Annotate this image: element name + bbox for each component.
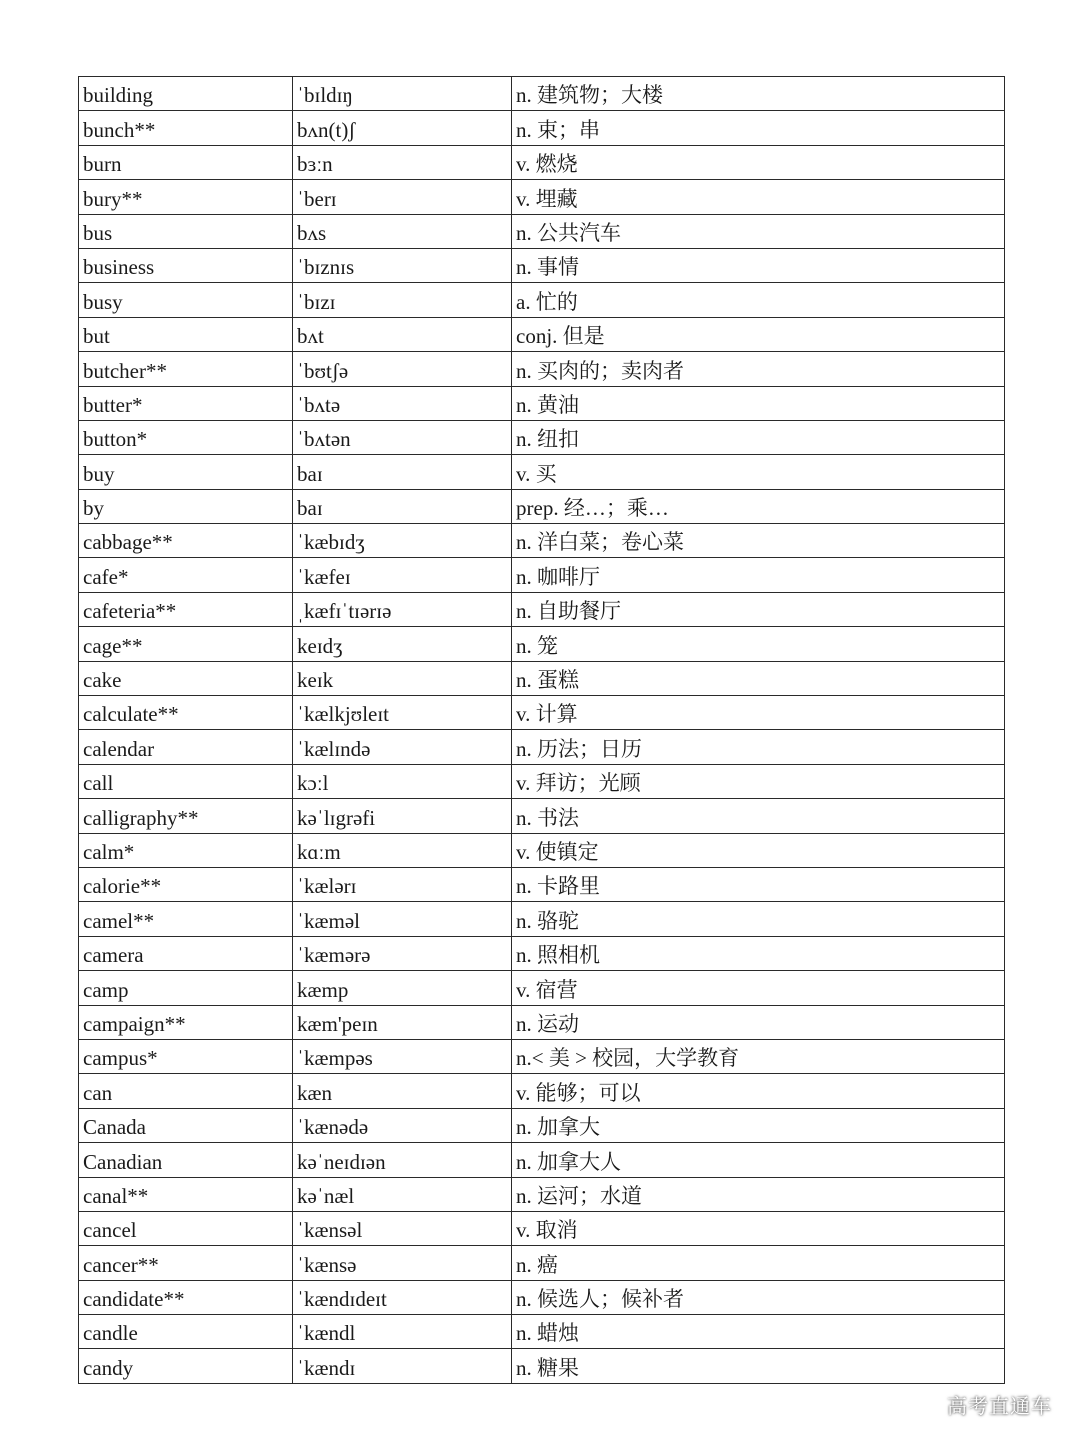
table-row <box>79 420 1005 454</box>
word-cell: calendar <box>79 730 293 764</box>
meaning-cell: v. 使镇定 <box>512 833 1005 867</box>
word-cell: cage** <box>79 627 293 661</box>
phonetic-cell: kəˈnæl <box>293 1177 512 1211</box>
table-row <box>79 248 1005 282</box>
phonetic-cell: kæn <box>293 1074 512 1108</box>
meaning-cell: n. 糖果 <box>512 1349 1005 1383</box>
table-row <box>79 1143 1005 1177</box>
word-cell: butter* <box>79 386 293 420</box>
meaning-cell: n.< 美 > 校园，大学教育 <box>512 1039 1005 1073</box>
phonetic-cell: bʌt <box>293 317 512 351</box>
word-cell: cafe* <box>79 558 293 592</box>
word-cell: camel** <box>79 902 293 936</box>
phonetic-cell: ˈbʌtə <box>293 386 512 420</box>
phonetic-cell: bʌs <box>293 214 512 248</box>
meaning-cell: n. 运河；水道 <box>512 1177 1005 1211</box>
table-row <box>79 867 1005 901</box>
phonetic-cell: kɑːm <box>293 833 512 867</box>
word-cell: Canadian <box>79 1143 293 1177</box>
table-row <box>79 833 1005 867</box>
word-cell: calculate** <box>79 696 293 730</box>
meaning-cell: v. 能够；可以 <box>512 1074 1005 1108</box>
meaning-cell: n. 蜡烛 <box>512 1315 1005 1349</box>
table-row <box>79 317 1005 351</box>
meaning-cell: conj. 但是 <box>512 317 1005 351</box>
word-cell: by <box>79 489 293 523</box>
meaning-cell: n. 骆驼 <box>512 902 1005 936</box>
word-cell: busy <box>79 283 293 317</box>
phonetic-cell: ˈkælərɪ <box>293 867 512 901</box>
meaning-cell: n. 咖啡厅 <box>512 558 1005 592</box>
word-cell: bus <box>79 214 293 248</box>
table-row <box>79 386 1005 420</box>
table-row <box>79 455 1005 489</box>
word-cell: calligraphy** <box>79 799 293 833</box>
table-row <box>79 77 1005 111</box>
word-cell: camp <box>79 971 293 1005</box>
word-cell: business <box>79 248 293 282</box>
table-row <box>79 661 1005 695</box>
phonetic-cell: ˈkændl <box>293 1315 512 1349</box>
meaning-cell: n. 洋白菜；卷心菜 <box>512 524 1005 558</box>
table-row <box>79 1315 1005 1349</box>
meaning-cell: v. 宿营 <box>512 971 1005 1005</box>
word-cell: buy <box>79 455 293 489</box>
meaning-cell: n. 笼 <box>512 627 1005 661</box>
phonetic-cell: ˈkælɪndə <box>293 730 512 764</box>
meaning-cell: n. 书法 <box>512 799 1005 833</box>
phonetic-cell: kɔːl <box>293 764 512 798</box>
meaning-cell: n. 加拿大 <box>512 1108 1005 1142</box>
table-row <box>79 283 1005 317</box>
word-cell: camera <box>79 936 293 970</box>
phonetic-cell: ˈkænsəl <box>293 1211 512 1245</box>
phonetic-cell: ˈkæbɪdʒ <box>293 524 512 558</box>
word-cell: Canada <box>79 1108 293 1142</box>
meaning-cell: prep. 经…；乘… <box>512 489 1005 523</box>
table-row <box>79 1246 1005 1280</box>
phonetic-cell: kæmp <box>293 971 512 1005</box>
table-row <box>79 1177 1005 1211</box>
word-cell: button* <box>79 420 293 454</box>
meaning-cell: a. 忙的 <box>512 283 1005 317</box>
phonetic-cell: kəˈneɪdɪən <box>293 1143 512 1177</box>
meaning-cell: v. 计算 <box>512 696 1005 730</box>
table-row <box>79 1349 1005 1383</box>
meaning-cell: n. 候选人；候补者 <box>512 1280 1005 1314</box>
word-cell: candidate** <box>79 1280 293 1314</box>
table-row <box>79 214 1005 248</box>
meaning-cell: n. 黄油 <box>512 386 1005 420</box>
word-cell: canal** <box>79 1177 293 1211</box>
table-row <box>79 1074 1005 1108</box>
table-row <box>79 1280 1005 1314</box>
vocabulary-table <box>78 76 1005 1384</box>
table-row <box>79 730 1005 764</box>
phonetic-cell: ˈkæmərə <box>293 936 512 970</box>
word-cell: cabbage** <box>79 524 293 558</box>
table-row <box>79 936 1005 970</box>
word-cell: calm* <box>79 833 293 867</box>
meaning-cell: v. 拜访；光顾 <box>512 764 1005 798</box>
word-cell: bunch** <box>79 111 293 145</box>
phonetic-cell: ˈkænsə <box>293 1246 512 1280</box>
word-cell: but <box>79 317 293 351</box>
table-row <box>79 971 1005 1005</box>
phonetic-cell: kəˈlɪgrəfi <box>293 799 512 833</box>
word-cell: burn <box>79 145 293 179</box>
meaning-cell: v. 埋藏 <box>512 180 1005 214</box>
table-row <box>79 902 1005 936</box>
word-cell: building <box>79 77 293 111</box>
word-cell: can <box>79 1074 293 1108</box>
phonetic-cell: ˈbɪldɪŋ <box>293 77 512 111</box>
phonetic-cell: bʌn(t)ʃ <box>293 111 512 145</box>
meaning-cell: n. 建筑物；大楼 <box>512 77 1005 111</box>
meaning-cell: n. 历法；日历 <box>512 730 1005 764</box>
watermark: 高考直通车 <box>947 1394 1052 1418</box>
word-cell: cancel <box>79 1211 293 1245</box>
meaning-cell: n. 纽扣 <box>512 420 1005 454</box>
table-row <box>79 1039 1005 1073</box>
meaning-cell: n. 公共汽车 <box>512 214 1005 248</box>
meaning-cell: n. 癌 <box>512 1246 1005 1280</box>
phonetic-cell: ˈkæfeɪ <box>293 558 512 592</box>
phonetic-cell: ˈkændɪ <box>293 1349 512 1383</box>
table-row <box>79 489 1005 523</box>
phonetic-cell: kæm'peɪn <box>293 1005 512 1039</box>
table-row <box>79 1211 1005 1245</box>
vocabulary-table-body <box>79 77 1005 1384</box>
phonetic-cell: ˈbʌtən <box>293 420 512 454</box>
word-cell: campus* <box>79 1039 293 1073</box>
phonetic-cell: ˈbɪzɪ <box>293 283 512 317</box>
meaning-cell: n. 束；串 <box>512 111 1005 145</box>
word-cell: call <box>79 764 293 798</box>
word-cell: cake <box>79 661 293 695</box>
table-row <box>79 180 1005 214</box>
phonetic-cell: bɜːn <box>293 145 512 179</box>
phonetic-cell: keɪdʒ <box>293 627 512 661</box>
phonetic-cell: baɪ <box>293 489 512 523</box>
word-cell: bury** <box>79 180 293 214</box>
table-row <box>79 696 1005 730</box>
table-row <box>79 764 1005 798</box>
phonetic-cell: ˈkændɪdeɪt <box>293 1280 512 1314</box>
phonetic-cell: ˈkæmpəs <box>293 1039 512 1073</box>
word-cell: cafeteria** <box>79 592 293 626</box>
meaning-cell: n. 买肉的；卖肉者 <box>512 352 1005 386</box>
phonetic-cell: baɪ <box>293 455 512 489</box>
phonetic-cell: ˈbʊtʃə <box>293 352 512 386</box>
phonetic-cell: ˈkænədə <box>293 1108 512 1142</box>
word-cell: cancer** <box>79 1246 293 1280</box>
word-cell: butcher** <box>79 352 293 386</box>
phonetic-cell: ˈkæməl <box>293 902 512 936</box>
meaning-cell: n. 加拿大人 <box>512 1143 1005 1177</box>
meaning-cell: n. 照相机 <box>512 936 1005 970</box>
meaning-cell: n. 自助餐厅 <box>512 592 1005 626</box>
table-row <box>79 524 1005 558</box>
table-row <box>79 352 1005 386</box>
phonetic-cell: keɪk <box>293 661 512 695</box>
phonetic-cell: ˌkæfɪˈtɪərɪə <box>293 592 512 626</box>
table-row <box>79 111 1005 145</box>
meaning-cell: v. 买 <box>512 455 1005 489</box>
meaning-cell: v. 取消 <box>512 1211 1005 1245</box>
meaning-cell: n. 运动 <box>512 1005 1005 1039</box>
word-cell: calorie** <box>79 867 293 901</box>
table-row <box>79 627 1005 661</box>
table-row <box>79 1005 1005 1039</box>
word-cell: candle <box>79 1315 293 1349</box>
meaning-cell: n. 卡路里 <box>512 867 1005 901</box>
table-row <box>79 145 1005 179</box>
table-row <box>79 592 1005 626</box>
meaning-cell: n. 蛋糕 <box>512 661 1005 695</box>
word-cell: candy <box>79 1349 293 1383</box>
phonetic-cell: ˈberɪ <box>293 180 512 214</box>
table-row <box>79 1108 1005 1142</box>
phonetic-cell: ˈkælkjʊleɪt <box>293 696 512 730</box>
meaning-cell: n. 事情 <box>512 248 1005 282</box>
table-row <box>79 558 1005 592</box>
meaning-cell: v. 燃烧 <box>512 145 1005 179</box>
table-row <box>79 799 1005 833</box>
word-cell: campaign** <box>79 1005 293 1039</box>
phonetic-cell: ˈbɪznɪs <box>293 248 512 282</box>
